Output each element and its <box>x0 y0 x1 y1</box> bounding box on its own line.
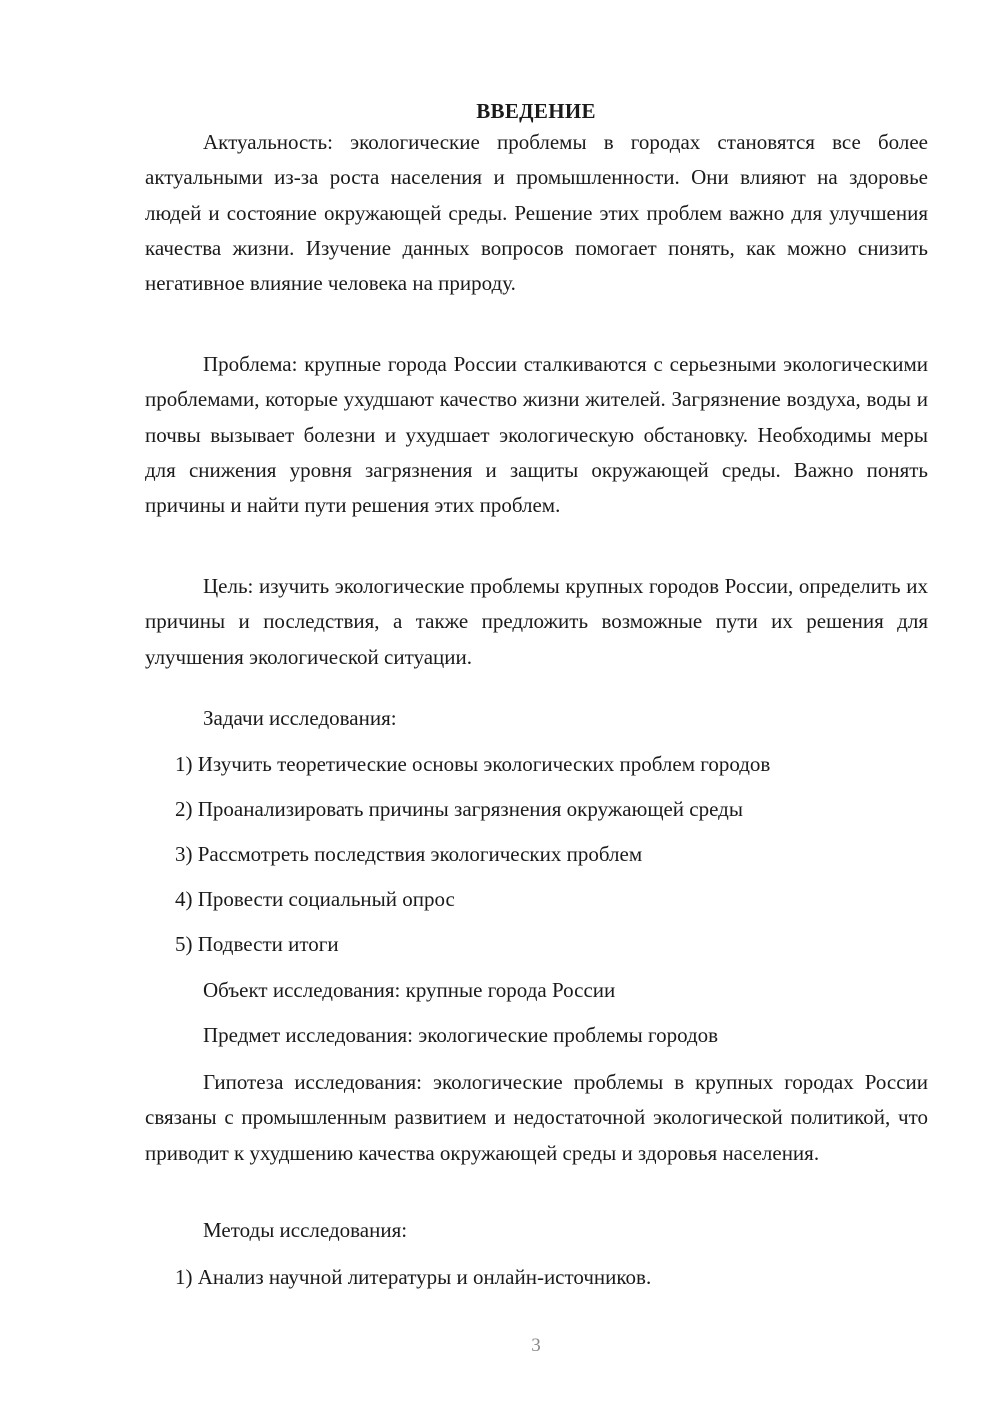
task-item: 4) Провести социальный опрос <box>175 887 455 911</box>
paragraph-relevance: Актуальность: экологические проблемы в городах становятся все более актуальными из-за роста населения и промышленности. Они влияют на здоровье людей и состояние окружающей среды. Решение этих проблем важно для улучшения качества жизни. Изучение данных вопросов помогает понять, как можно снизить негативное влияние человека на природу. <box>145 130 928 296</box>
method-item: 1) Анализ научной литературы и онлайн-источников. <box>175 1265 652 1289</box>
paragraph-goal: Цель: изучить экологические проблемы крупных городов России, определить их причины и последствия, а также предложить возможные пути их решения для улучшения экологической ситуации. <box>145 574 928 669</box>
task-item: 5) Подвести итоги <box>175 932 339 956</box>
research-object: Объект исследования: крупные города России <box>203 978 616 1002</box>
page-number: 3 <box>531 1335 541 1356</box>
task-item: 3) Рассмотреть последствия экологических проблем <box>175 842 643 866</box>
research-subject: Предмет исследования: экологические проблемы городов <box>203 1023 719 1047</box>
task-item: 2) Проанализировать причины загрязнения окружающей среды <box>175 797 743 821</box>
section-heading: ВВЕДЕНИЕ <box>476 99 596 123</box>
paragraph-problem: Проблема: крупные города России сталкиваются с серьезными экологическими проблемами, которые ухудшают качество жизни жителей. Загрязнение воздуха, воды и почвы вызывает болезни и ухудшает экологическую обстановку. Необходимы меры для снижения уровня загрязнения и защиты окружающей среды. Важно понять причины и найти пути решения этих проблем. <box>145 352 928 518</box>
paragraph-hypothesis: Гипотеза исследования: экологические проблемы в крупных городах России связаны с промышленным развитием и недостаточной экологической политикой, что приводит к ухудшению качества окружающей среды и здоровья населения. <box>145 1070 928 1165</box>
task-item: 1) Изучить теоретические основы экологических проблем городов <box>175 752 771 776</box>
tasks-label: Задачи исследования: <box>203 706 397 730</box>
methods-label: Методы исследования: <box>203 1218 408 1242</box>
